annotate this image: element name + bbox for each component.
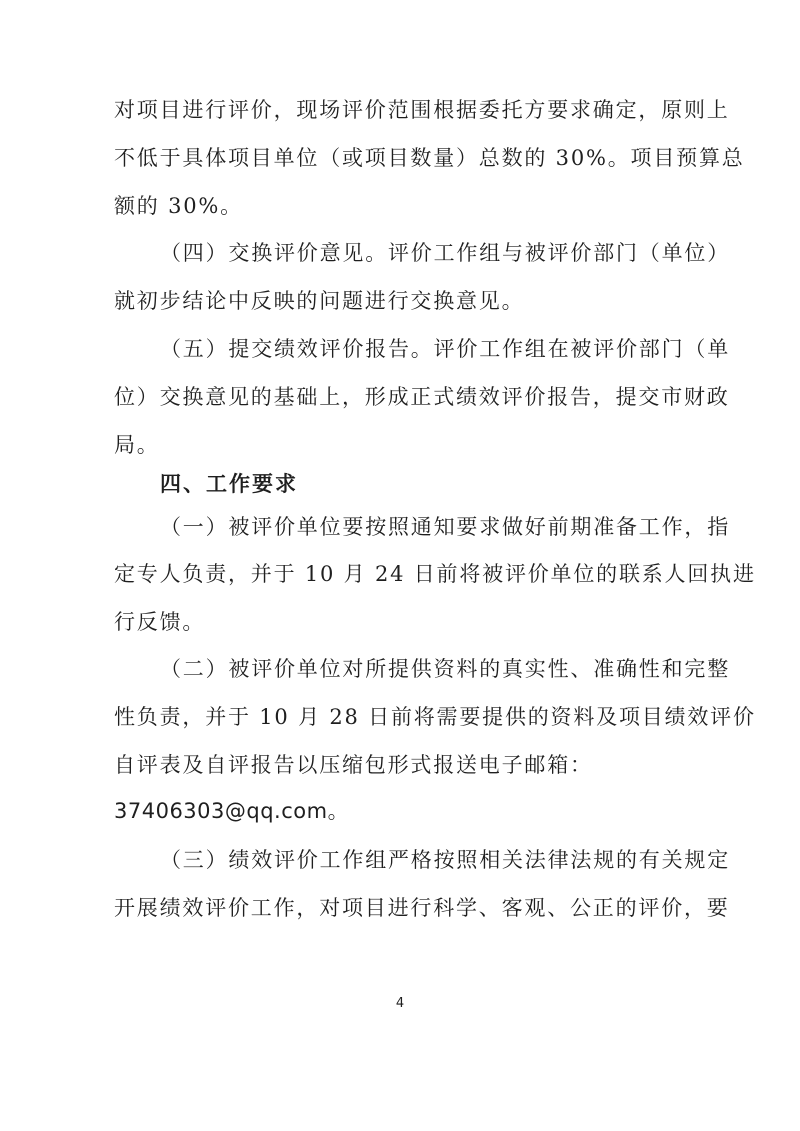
body-text-line: 不低于具体项目单位（或项目数量）总数的 30%。项目预算总 — [114, 146, 745, 170]
body-text-line: （五）提交绩效评价报告。评价工作组在被评价部门（单 — [160, 337, 730, 361]
body-text-line: 就初步结论中反映的问题进行交换意见。 — [114, 289, 525, 313]
body-text-line: 位）交换意见的基础上，形成正式绩效评价报告，提交市财政 — [114, 385, 730, 409]
body-text-line: 自评表及自评报告以压缩包形式报送电子邮箱： — [114, 753, 593, 777]
email-address-line: 37406303@qq.com。 — [114, 799, 350, 823]
body-text-line: （四）交换评价意见。评价工作组与被评价部门（单位） — [160, 241, 730, 265]
page-number: 4 — [395, 996, 405, 1011]
body-text-line: （三）绩效评价工作组严格按照相关法律法规的有关规定 — [160, 848, 730, 872]
body-text-line: 对项目进行评价，现场评价范围根据委托方要求确定，原则上 — [114, 98, 730, 122]
body-text-line: 开展绩效评价工作，对项目进行科学、客观、公正的评价，要 — [114, 896, 730, 920]
body-text-line: （一）被评价单位要按照通知要求做好前期准备工作，指 — [160, 515, 730, 539]
body-text-line: 定专人负责，并于 10 月 24 日前将被评价单位的联系人回执进 — [114, 562, 756, 586]
body-text-line: 局。 — [114, 433, 160, 457]
body-text-line: 行反馈。 — [114, 610, 206, 634]
body-text-line: 额的 30%。 — [114, 194, 243, 218]
body-text-line: （二）被评价单位对所提供资料的真实性、准确性和完整 — [160, 657, 730, 681]
body-text-line: 性负责，并于 10 月 28 日前将需要提供的资料及项目绩效评价 — [114, 705, 756, 729]
section-heading: 四、工作要求 — [160, 472, 298, 496]
